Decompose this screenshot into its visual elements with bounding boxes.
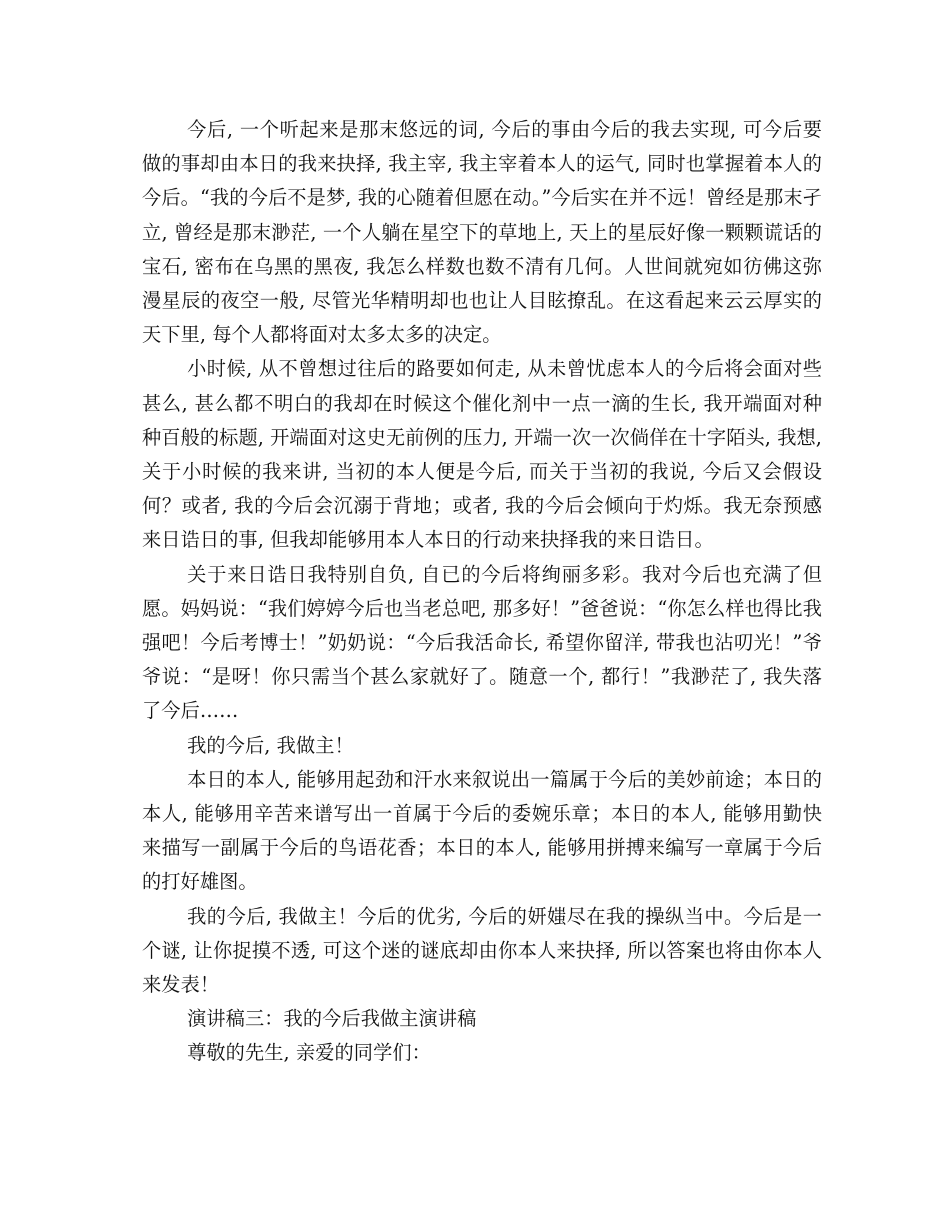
speech-salutation: 尊敬的先生, 亲爱的同学们： [187, 1041, 431, 1065]
speech-three-heading: 演讲稿三：我的今后我做主演讲稿 [187, 1007, 477, 1031]
document-page [142, 113, 822, 1071]
paragraph-slogan: 我的今后, 我做主！ [187, 733, 354, 757]
paragraph-family-expectations: 关于来日诰日我特别自负, 自已的今后将绚丽多彩。我对今后也充满了但愿。妈妈说：“我们婷婷今后也当老总吧, 那多好！”爸爸说：“你怎么样也得比我强吧！今后考博士！”奶奶说：“今后我活命长, 希望你留洋, 带我也沾叨光！”爷爷说：“是呀！你只需当个甚么家就好了。随意一个, 都行！”我渺茫了, 我失落了今后…… [142, 562, 822, 723]
paragraph-today-self: 本日的本人, 能够用起劲和汗水来叙说出一篇属于今后的美妙前途；本日的本人, 能够用辛苦来谱写出一首属于今后的委婉乐章；本日的本人, 能够用勤快来描写一副属于今后的鸟语花香；本日的本人, 能够用拼搏来编写一章属于今后的打好雄图。 [142, 767, 822, 894]
paragraph-future-intro: 今后, 一个听起来是那末悠远的词, 今后的事由今后的我去实现, 可今后要做的事却由本日的我来抉择, 我主宰, 我主宰着本人的运气, 同时也掌握着本人的今后。“我的今后不是梦, 我的心随着但愿在动。”今后实在并不远！曾经是那末孑立, 曾经是那末渺茫, 一个人躺在星空下的草地上, 天上的星辰好像一颗颗谎话的宝石, 密布在乌黑的黑夜, 我怎么样数也数不清有几何。人世间就宛如彷佛这弥漫星辰的夜空一般, 尽管光华精明却也也让人目眩撩乱。在这看起来云云厚实的天下里, 每个人都将面对太多太多的决定。 [142, 118, 822, 347]
paragraph-conclusion: 我的今后, 我做主！今后的优劣, 今后的妍媸尽在我的操纵当中。今后是一个谜, 让你捉摸不透, 可这个迷的谜底却由你本人来抉择, 所以答案也将由你本人来发表！ [142, 904, 822, 997]
paragraph-childhood: 小时候, 从不曾想过往后的路要如何走, 从未曾忧虑本人的今后将会面对些甚么, 甚么都不明白的我却在时候这个催化剂中一点一滴的生长, 我开端面对种种百般的标题, 开端面对这史无前例的压力, 开端一次一次倘佯在十字陌头, 我想, 关于小时候的我来讲, 当初的本人便是今后, 而关于当初的我说, 今后又会假设何？或者, 我的今后会沉溺于背地；或者, 我的今后会倾向于灼烁。我无奈预感来日诰日的事, 但我却能够用本人本日的行动来抉择我的来日诰日。 [142, 357, 822, 552]
